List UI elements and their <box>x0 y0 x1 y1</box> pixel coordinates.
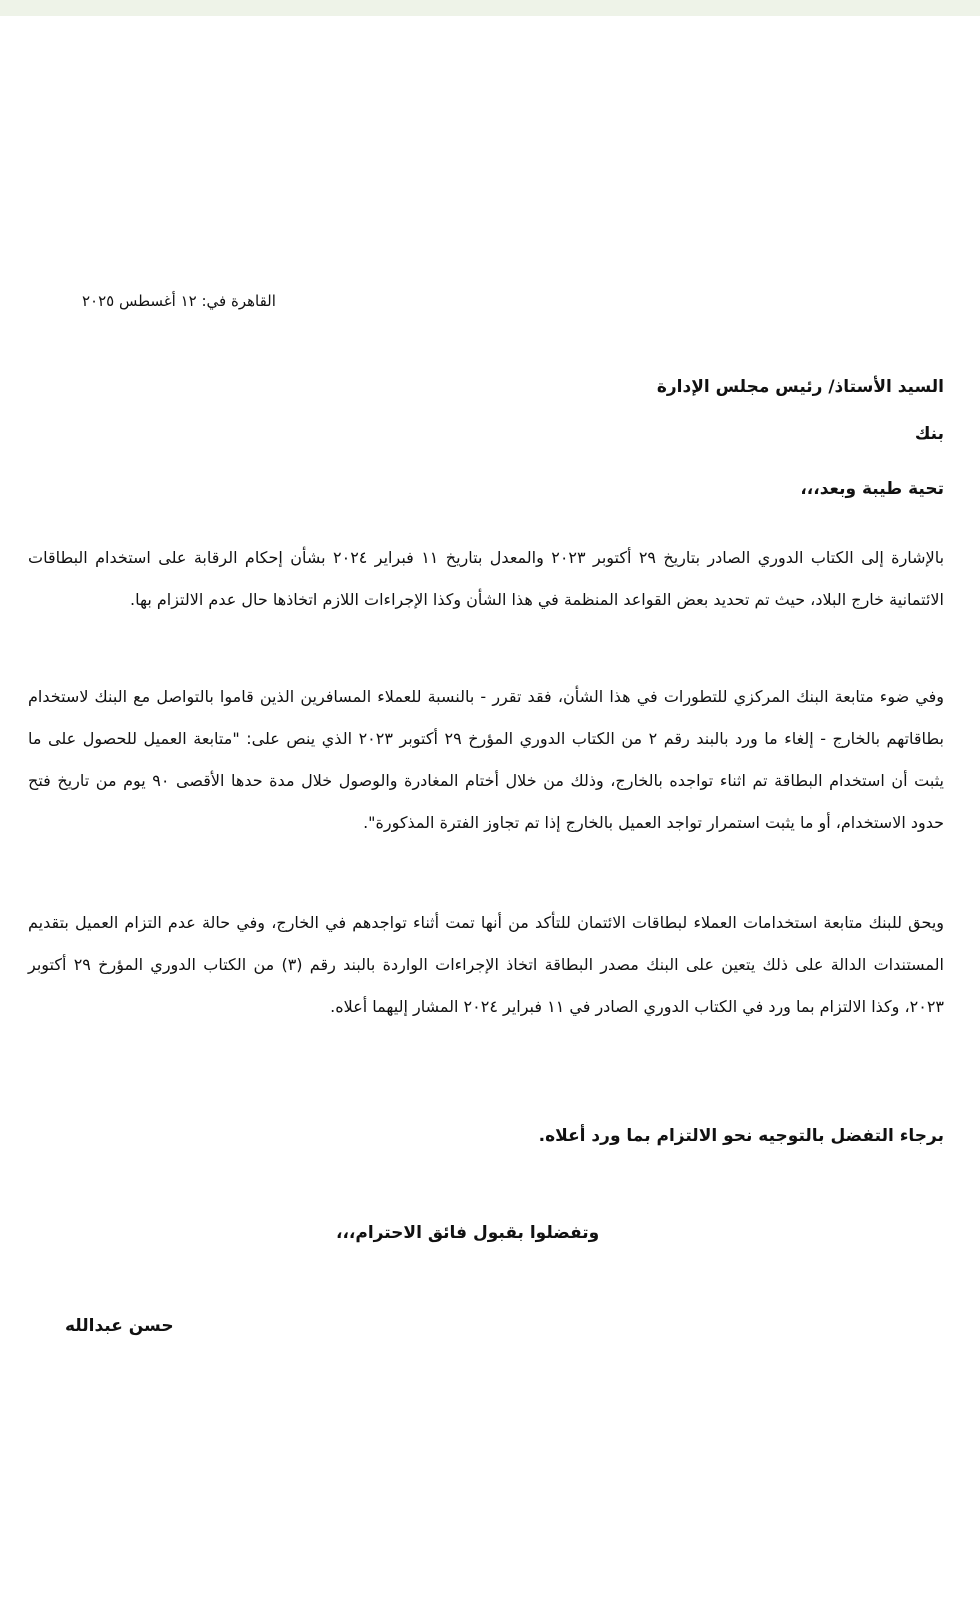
letter-request: برجاء التفضل بالتوجيه نحو الالتزام بما ورد أعلاه. <box>538 1126 944 1146</box>
letter-paragraph-3: ويحق للبنك متابعة استخدامات العملاء لبطاقات الائتمان للتأكد من أنها تمت أثناء تواجدهم في الخارج، وفي حالة عدم التزام العميل بتقديم المستندات الدالة على ذلك يتعين على البنك مصدر البطاقة اتخاذ الإجراءات الواردة بالبند رقم (٣) من الكتاب الدوري المؤرخ ٢٩ أكتوبر ٢٠٢٣، وكذا الالتزام بما ورد في الكتاب الدوري الصادر في ١١ فبراير ٢٠٢٤ المشار إليهما أعلاه. <box>28 913 945 1016</box>
letter-paragraph-1: بالإشارة إلى الكتاب الدوري الصادر بتاريخ ٢٩ أكتوبر ٢٠٢٣ والمعدل بتاريخ ١١ فبراير ٢٠٢٤ بشأن إحكام الرقابة على استخدام البطاقات الائتمانية خارج البلاد، حيث تم تحديد بعض القواعد المنظمة في هذا الشأن وكذا الإجراءات اللازم اتخاذها حال عدم الالتزام بها. <box>28 548 945 609</box>
top-strip <box>0 0 980 16</box>
letter-signature: حسن عبدالله <box>65 1316 174 1336</box>
letter-greeting: تحية طيبة وبعد،،، <box>800 479 944 499</box>
letter-closing: وتفضلوا بقبول فائق الاحترام،،، <box>336 1223 600 1243</box>
letter-bank-line: بنك <box>914 424 944 444</box>
letter-dateline: القاهرة في: ١٢ أغسطس ٢٠٢٥ <box>82 292 276 310</box>
letter-addressee: السيد الأستاذ/ رئيس مجلس الإدارة <box>656 377 944 397</box>
letter-paragraph-2: وفي ضوء متابعة البنك المركزي للتطورات في هذا الشأن، فقد تقرر - بالنسبة للعملاء المسافرين الذين قاموا بالتواصل مع البنك لاستخدام بطاقاتهم بالخارج - إلغاء ما ورد بالبند رقم ٢ من الكتاب الدوري المؤرخ ٢٩ أكتوبر ٢٠٢٣ الذي ينص على: "متابعة العميل للحصول على ما يثبت أن استخدام البطاقة تم اثناء تواجده بالخارج، وذلك من خلال أختام المغادرة والوصول خلال مدة حدها الأقصى ٩٠ يوم من تاريخ فتح حدود الاستخدام، أو ما يثبت استمرار تواجد العميل بالخارج إذا تم تجاوز الفترة المذكورة". <box>28 687 945 832</box>
